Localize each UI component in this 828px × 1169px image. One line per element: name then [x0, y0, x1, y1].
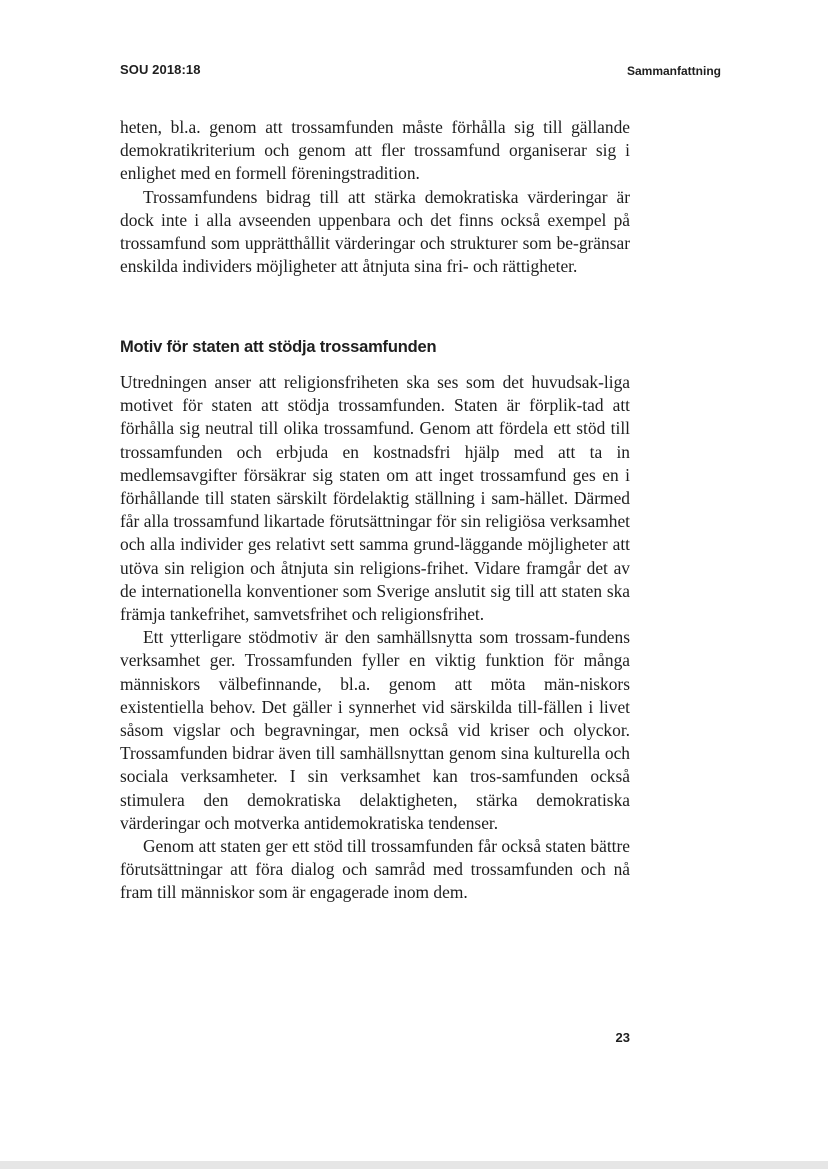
section-heading: Motiv för staten att stödja trossamfunden — [120, 338, 437, 356]
document-id: SOU 2018:18 — [120, 62, 201, 77]
paragraph: Trossamfundens bidrag till att stärka demokratiska värderingar är dock inte i alla avseenden uppenbara och det finns också exempel på trossamfund som upprätthållit värderingar och strukturer som be-gränsar enskilda individers möjligheter att åtnjuta sina fri- och rättigheter. — [120, 186, 630, 277]
paragraph: heten, bl.a. genom att trossamfunden måste förhålla sig till gällande demokratikriterium och genom att fler trossamfund organiserar sig i enlighet med en formell föreningstradition. — [120, 117, 630, 184]
section-name: Sammanfattning — [626, 64, 721, 78]
paragraph: Ett ytterligare stödmotiv är den samhällsnytta som trossam-fundens verksamhet ger. Trossamfunden fyller en viktig funktion för många människors välbefinnande, bl.a. genom att möta män-niskors existentiella behov. Det gäller i synnerhet vid särskilda till-fällen i livet såsom vigslar och begravningar, men också vid kriser och olyckor. Trossamfunden bidrar även till samhällsnyttan genom sina kulturella och sociala verksamheter. I sin verksamhet kan tros-samfunden också stimulera den demokratiska delaktigheten, stärka demokratiska värderingar och motverka antidemokratiska tendenser. — [120, 627, 630, 833]
body-text-top — [120, 116, 630, 278]
body-text-section — [120, 371, 630, 905]
paragraph: Utredningen anser att religionsfriheten ska ses som det huvudsak-liga motivet för staten att stödja trossamfunden. Staten är förplik-tad att förhålla sig neutral till olika trossamfund. Genom att fördela ett stöd till trossamfunden och erbjuda en kostnadsfri hjälp med att ta in medlemsavgifter försäkrar sig staten om att inget trossamfund ges en i förhållande till staten särskilt fördelaktig ställning i sam-hället. Därmed får alla trossamfund likartade förutsättningar för sin religiösa verksamhet och alla individer ges relativt sett samma grund-läggande möjligheter att utöva sin religion och åtnjuta sin religions-frihet. Vidare framgår det av de internationella konventioner som Sverige anslutit sig till att staten ska främja tankefrihet, samvetsfrihet och religionsfrihet. — [120, 372, 630, 625]
scan-edge — [0, 1161, 828, 1169]
page-number: 23 — [615, 1030, 630, 1045]
paragraph: Genom att staten ger ett stöd till trossamfunden får också staten bättre förutsättningar att föra dialog och samråd med trossamfunden och nå fram till människor som är engagerade inom dem. — [120, 836, 630, 903]
